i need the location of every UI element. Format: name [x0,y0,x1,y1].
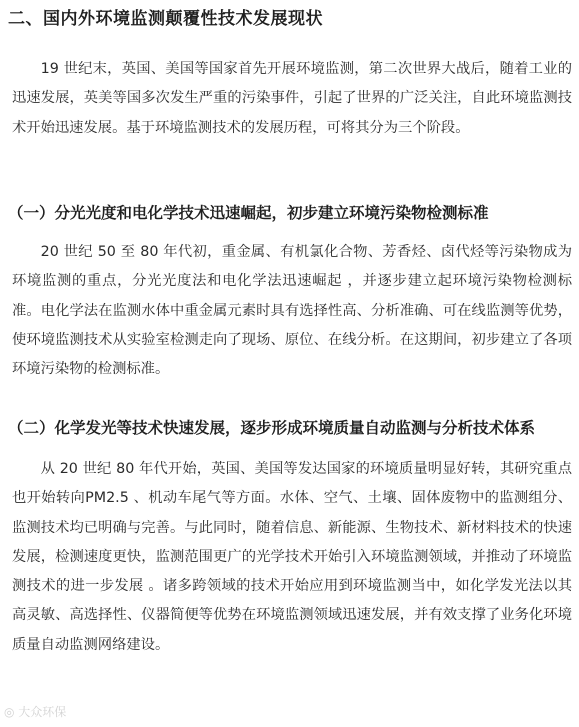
subsection-1-paragraph: 20 世纪 50 至 80 年代初，重金属、有机氯化合物、芳香烃、卤代烃等污染物成为环境监测的重点，分光光度法和电化学法迅速崛起 ，并逐步建立起环境污染物检测标准。电化学法在监测水体中重金属元素时具有选择性高、分析准确、可在线监测等优势，使环境监测技术从实验室检测走向了现场、原位、在线分析。在这期间，初步建立了各项环境污染物的检测标准。 [12,244,572,378]
subsection-1-title: （一）分光光度和电化学技术迅速崛起，初步建立环境污染物检测标准 [8,204,489,222]
subsection-2-paragraph: 从 20 世纪 80 年代开始，英国、美国等发达国家的环境质量明显好转，其研究重点也开始转向PM2.5 、机动车尾气等方面。水体、空气、土壤、固体废物中的监测组分、监测技术均已明确与完善。与此同时，随着信息、新能源、生物技术、新材料技术的快速发展，检测速度更快，监测范围更广的光学技术开始引入环境监测领域，并推动了环境监测技术的进一步发展 。诸多跨领域的技术开始应用到环境监测当中，如化学发光法以其高灵敏、高选择性、仪器简便等优势在环境监测领域迅速发展，并有效支撑了业务化环境质量自动监测网络建设。 [12,461,572,653]
subsection-2-title: （二）化学发光等技术快速发展，逐步形成环境质量自动监测与分析技术体系 [8,419,536,437]
section-title: 二、国内外环境监测颠覆性技术发展现状 [8,9,323,29]
intro-paragraph: 19 世纪末，英国、美国等国家首先开展环境监测，第二次世界大战后，随着工业的迅速发展，英美等国多次发生严重的污染事件，引起了世界的广泛关注，自此环境监测技术开始迅速发展。基于环境监测技术的发展历程，可将其分为三个阶段。 [12,61,572,136]
watermark-logo: ◎ 大众环保 [4,705,67,719]
